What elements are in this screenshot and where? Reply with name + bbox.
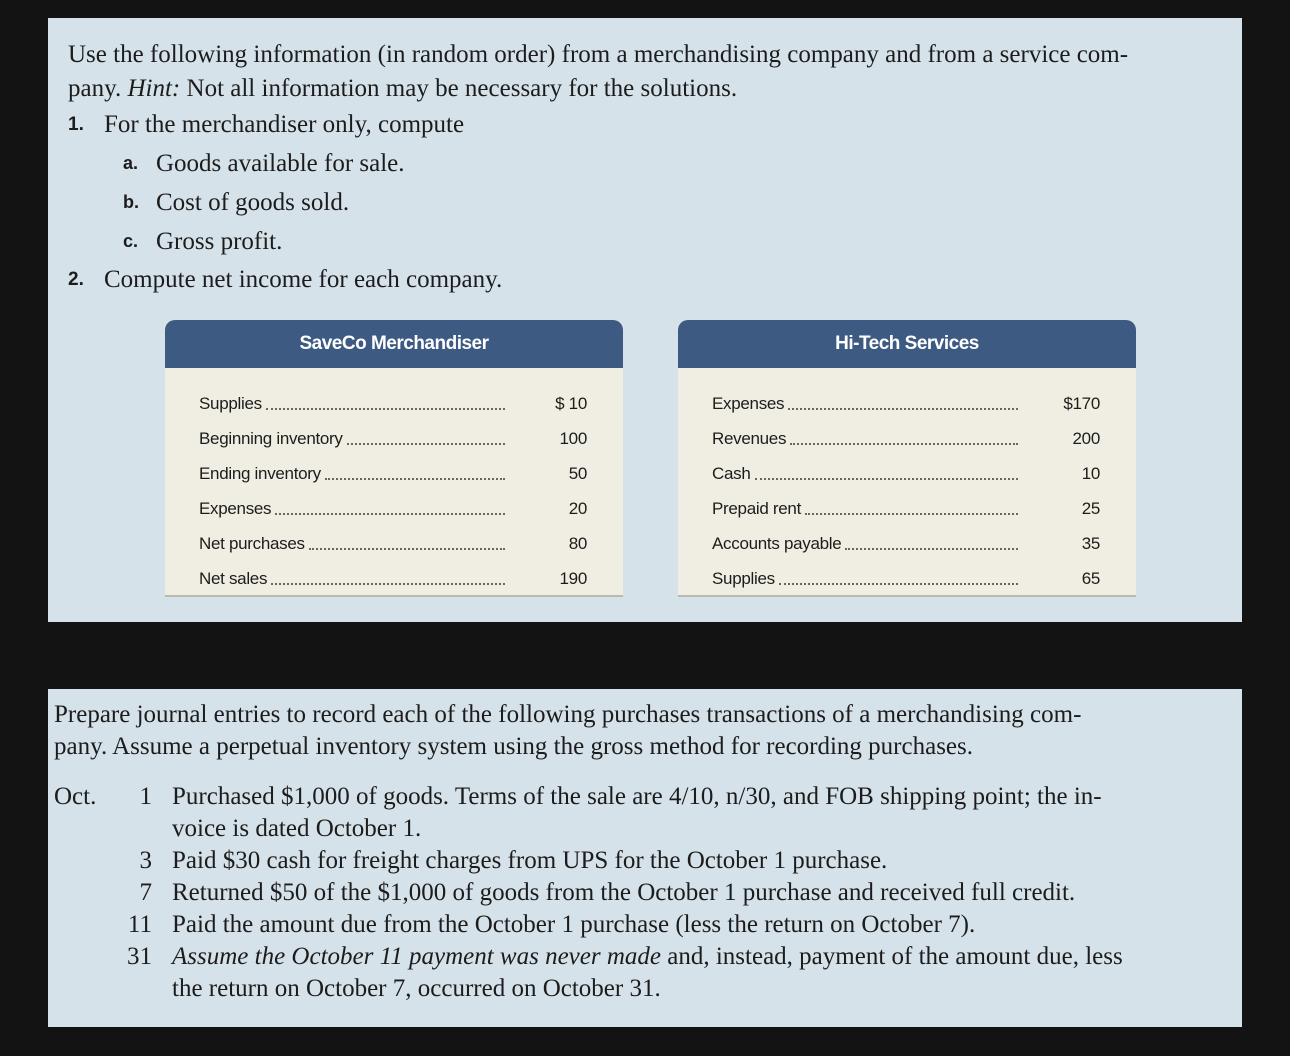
table-row: Net sales 190 (199, 568, 587, 588)
hitech-table (678, 320, 1136, 597)
exercise-1-text (68, 38, 1233, 299)
question-1c: c. Gross profit. (123, 228, 283, 255)
exercise-panel-2 (48, 689, 1242, 1027)
table-row: Supplies 65 (712, 568, 1100, 588)
journal-entry-oct-7: 7 Returned $50 of the $1,000 of goods from the October 1 purchase and received full credit. (139, 879, 1076, 906)
table-title: Hi-Tech Services (678, 320, 1136, 368)
exercise-2-intro: Prepare journal entries to record each of the following purchases transactions of a merchandising com- pany. Assume a perpetual inventory system using the gross method for recording purchases. (54, 701, 1082, 760)
month-label: Oct. (54, 783, 97, 810)
journal-entry-oct-11: 11 Paid the amount due from the October 1 purchase (less the return on October 7). (127, 911, 976, 938)
table-row: Cash 10 (712, 463, 1100, 483)
exercise-1-intro: Use the following information (in random order) from a merchandising company and from a service com- pany. Hint: Not all information may be necessary for the solutions. (68, 41, 1129, 102)
exercise-panel-1 (48, 18, 1242, 622)
table-row: Revenues 200 (712, 428, 1100, 448)
hint-label: Hint: (127, 75, 181, 102)
journal-entry-oct-31: 31 Assume the October 11 payment was never made and, instead, payment of the amount due, less the return on October 7, occurred on October 31. (127, 943, 1123, 1002)
question-1a: a. Goods available for sale. (123, 150, 405, 177)
table-row: Expenses 20 (199, 498, 587, 518)
table-title: SaveCo Merchandiser (165, 320, 623, 368)
question-1b: b. Cost of goods sold. (123, 189, 350, 216)
table-row: Prepaid rent 25 (712, 498, 1100, 518)
table-row: Net purchases 80 (199, 533, 587, 553)
table-row: Beginning inventory 100 (199, 428, 587, 448)
question-1: 1. For the merchandiser only, compute (68, 111, 465, 138)
journal-entry-oct-1: Oct. 1 Purchased $1,000 of goods. Terms of the sale are 4/10, n/30, and FOB shipping point; the in- voice is dated October 1. (54, 781, 1237, 845)
saveco-table (165, 320, 623, 597)
table-row: Supplies $ 10 (199, 393, 587, 413)
question-2: 2. Compute net income for each company. (68, 266, 503, 293)
exercise-2-text (54, 699, 1237, 1005)
table-row: Expenses $170 (712, 393, 1100, 413)
journal-entry-oct-3: 3 Paid $30 cash for freight charges from UPS for the October 1 purchase. (139, 847, 888, 874)
table-row: Ending inventory 50 (199, 463, 587, 483)
table-row: Accounts payable 35 (712, 533, 1100, 553)
